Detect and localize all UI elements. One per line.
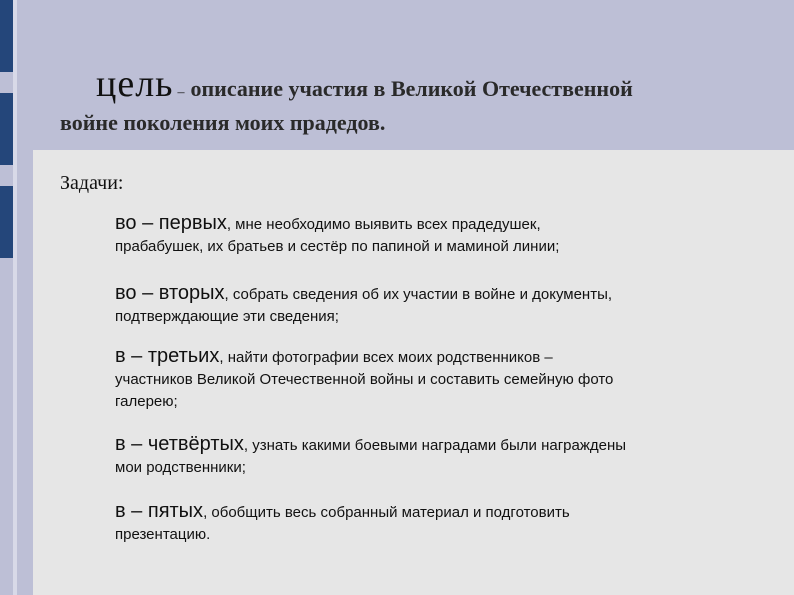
slide-header [0,0,794,150]
task-lead: в – пятых [115,500,204,522]
task-text-cont: галерею; [115,393,178,410]
goal-text-line2: войне поколения моих прадедов. [60,110,386,135]
task-item-1 [115,212,559,258]
task-lead: во – вторых [115,282,225,304]
task-text-cont: подтверждающие эти сведения; [115,308,339,325]
task-text-cont: прабабушек, их братьев и сестёр по папиной и маминой линии; [115,238,560,255]
goal-dash: – [177,85,185,100]
task-lead: в – четвёртых [115,433,244,455]
goal-word: цель [96,63,174,105]
goal-text-line1: описание участия в Великой Отечественной [190,76,633,101]
task-text-cont: мои родственники; [115,459,246,476]
task-text: , обобщить весь собранный материал и подготовить [203,504,570,521]
task-item-3 [115,345,613,413]
task-text-cont: презентацию. [115,526,211,543]
task-text-cont: участников Великой Отечественной войны и составить семейную фото [115,371,614,388]
goal-title-line1 [96,62,633,106]
task-text: , узнать какими боевыми наградами были награждены [243,437,627,454]
tasks-heading: Задачи: [60,172,124,194]
decor-block-3 [0,186,13,258]
task-text: , мне необходимо выявить всех прадедушек, [226,216,541,233]
task-lead: в – третьих [115,345,220,367]
task-text: , найти фотографии всех моих родственников – [219,349,553,366]
task-lead: во – первых [115,212,227,234]
task-text: , собрать сведения об их участии в войне и документы, [224,286,613,303]
task-item-4 [115,433,626,479]
task-item-5 [115,500,570,546]
task-item-2 [115,282,612,328]
